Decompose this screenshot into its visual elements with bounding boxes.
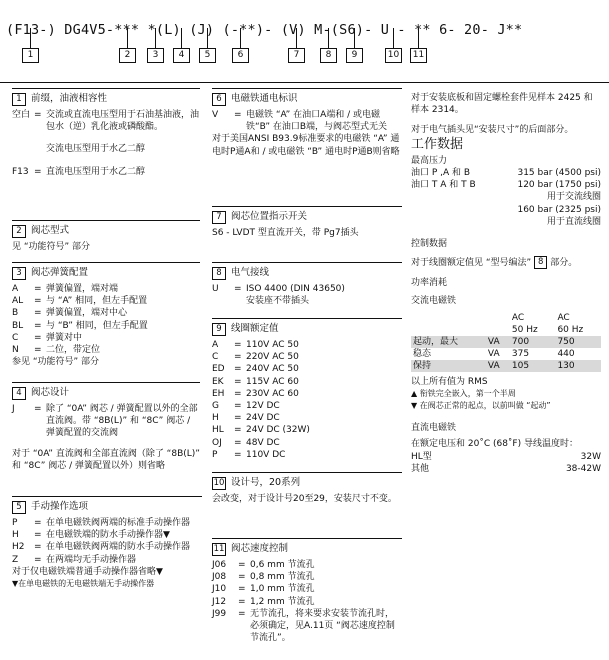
- section-7: 7 阀芯位置指示开关 S6 - LVDT 型直流开关，带 Pg7插头: [212, 206, 402, 239]
- connector-10: [393, 28, 394, 48]
- code-seg-6: (-**)-: [222, 22, 273, 38]
- connector-4: [181, 28, 182, 48]
- code-box-5: 5: [199, 48, 216, 63]
- s1-value: 交流或直流电压型用于石油基油液，油包水（逆）乳化液或磷酸酯。: [46, 110, 200, 133]
- section-9: 9 线圈额定值 A = 110V AC 50 C = 220V AC 50 ED = 240V AC 50 EK = 115V AC 60 EH = 230V AC 60 G = 12V DC H = 24V DC HL = 24V DC (32W) OJ = 48V DC P = 110V DC: [212, 318, 402, 461]
- code-seg-9: (S6)-: [330, 22, 373, 38]
- section-4: 4 阀芯设计 J = 除了 “0A” 阀芯 / 弹簧配置以外的全部直流阀。带 “8B(L)” 和 “8C” 阀芯 / 弹簧配置的交流阀 对于 “0A” 直流阀和全部直流阀（除了 “8B(L)” 和 “8C” 阀芯 / 弹簧配置以外）则省略: [12, 382, 200, 472]
- code-seg-4: *(L): [147, 22, 181, 38]
- max-pressure-title: 最高压力: [411, 155, 448, 166]
- connector-2: [127, 28, 128, 48]
- section-2: 2 阀芯型式 见 “功能符号” 部分: [12, 220, 200, 253]
- code-seg-3: ***: [114, 22, 140, 38]
- section-5: 5 手动操作选项 P = 在单电磁铁阀两端的标准手动操作器 H = 在电磁铁端的防水手动操作器▼ H2 = 在单电磁铁阀两端的防水手动操作器 Z = 在两端均无手动操作器 对于仅电磁铁端普通手动操作器省略▼ ▼在单电磁铁的无电磁铁端无手动操作器: [12, 496, 202, 590]
- control-data-title: 控制数据: [411, 239, 448, 250]
- section-3-title: 阀芯弹簧配置: [31, 267, 89, 279]
- ctrl-box: 8: [534, 256, 547, 269]
- code-seg-8: M-: [314, 22, 331, 38]
- section-2-title: 阀芯型式: [31, 225, 70, 237]
- section-4-title: 阀芯设计: [31, 387, 70, 399]
- header-divider: [0, 82, 609, 83]
- code-seg-7: (V): [280, 22, 306, 38]
- dc-title: 直流电磁铁: [411, 423, 457, 434]
- section-11-title: 阀芯速度控制: [231, 543, 289, 555]
- code-box-4: 4: [173, 48, 190, 63]
- code-seg-14: 20-: [464, 22, 490, 38]
- code-box-6: 6: [232, 48, 249, 63]
- right-column: 对于安装底板和固定螺栓套件见样本 2425 和样本 2314。 对于电气插头见“安装尺寸”的后面部分。 工作数据 最高压力 油口 P ,A 和 B 315 bar (4500 psi) 油口 T A 和 T B 120 bar (1750 psi) 用于交流线圈 160 bar (2325 psi) 用于直流线圈 控制数据 对于线圈额定值见 “型号编法” 8 部分。 功率消耗 交流电磁铁 AC AC 50 Hz 60 Hz 起动，最大 VA 700 750 稳态 VA 375 440 保持 VA 105 130 以上所有值为 RMS ▲ 衔铁完全嵌入，第一个半周 ▼ 在阀芯正常的起点，以前叫做 “起动” 直流电磁铁 在额定电压和 20˚C (68˚F) 导线温度时： HL型 32W 其他 38-42W: [411, 93, 601, 474]
- code-box-3: 3: [147, 48, 164, 63]
- code-seg-12: **: [414, 22, 431, 38]
- connector-7: [296, 28, 297, 48]
- section-10-title: 设计号，20系列: [231, 477, 301, 489]
- code-seg-2: DG4V5-: [64, 22, 115, 38]
- code-box-11: 11: [410, 48, 427, 63]
- ac-title: 交流电磁铁: [411, 296, 457, 307]
- connector-8: [328, 28, 329, 48]
- code-box-2: 2: [119, 48, 136, 63]
- section-9-title: 线圈额定值: [231, 323, 279, 335]
- power-title: 功率消耗: [411, 278, 448, 289]
- section-11: 11 阀芯速度控制 J06 = 0,6 mm 节流孔 J08 = 0,8 mm 节流孔 J10 = 1,0 mm 节流孔 J12 = 1,2 mm 节流孔 J99 = 无节流孔，将来要求安装节流孔时，必须确定，见A.11页 “阀芯速度控制节流孔”。: [212, 538, 402, 644]
- connector-11: [418, 28, 419, 48]
- section-1: 1 前缀，油液相容性 空白 = 交流或直流电压型用于石油基油液，油包水（逆）乳化液或磷酸酯。 交流电压型用于水乙二醇 F13 = 直流电压型用于水乙二醇: [12, 88, 200, 178]
- section-8: 8 电气接线 U = ISO 4400 (DIN 43650) 安装座不带插头: [212, 262, 402, 307]
- plug-note: 对于电气插头见“安装尺寸”的后面部分。: [411, 125, 574, 136]
- code-seg-5: (J): [189, 22, 215, 38]
- section-6: 6 电磁铁通电标识 V = 电磁铁 “A” 在油口A端和 / 或电磁铁“B” 在油口B端，与阀芯型式无关 对于美国ANSI B93.9标准要求的电磁铁 “A” 通电时P通A和 / 或电磁铁 “B” 通电时P通B则省略: [212, 88, 402, 158]
- mounting-note: 对于安装底板和固定螺栓套件见样本 2425 和样本 2314。: [411, 93, 593, 116]
- model-code: [6, 6, 522, 38]
- section-3: 3 阀芯弹簧配置 A = 弹簧偏置，端对端 AL = 与 “A” 相同，但左手配置 B = 弹簧偏置，端对中心 BL = 与 “B” 相同，但左手配置 C = 弹簧对中 N = 二位，带定位 参见 “功能符号” 部分: [12, 262, 200, 368]
- s1-key: 空白: [12, 110, 31, 120]
- connector-9: [354, 28, 355, 48]
- connector-5: [207, 28, 208, 48]
- ac-table: AC AC 50 Hz 60 Hz 起动，最大 VA 700 750 稳态 VA 375 440 保持 VA 105 130: [411, 312, 601, 372]
- code-seg-11: -: [397, 22, 406, 38]
- section-7-title: 阀芯位置指示开关: [231, 211, 308, 223]
- code-seg-13: 6-: [439, 22, 456, 38]
- connector-1: [30, 28, 31, 48]
- code-box-7: 7: [288, 48, 305, 63]
- section-1-number: 1: [12, 93, 26, 106]
- code-seg-1: (F13-): [6, 22, 56, 38]
- working-data-title: 工作数据: [411, 136, 464, 152]
- code-seg-15: J**: [497, 22, 523, 38]
- code-box-8: 8: [320, 48, 337, 63]
- code-seg-10: U: [380, 22, 390, 38]
- section-1-title: 前缀，油液相容性: [31, 93, 108, 105]
- s1-note: 交流电压型用于水乙二醇: [46, 144, 146, 155]
- connector-6: [240, 28, 241, 48]
- section-6-title: 电磁铁通电标识: [231, 93, 298, 105]
- code-box-10: 10: [385, 48, 402, 63]
- code-box-9: 9: [346, 48, 363, 63]
- code-box-1: 1: [22, 48, 39, 63]
- section-8-title: 电气接线: [231, 267, 270, 279]
- connector-3: [155, 28, 156, 48]
- section-5-title: 手动操作选项: [31, 501, 89, 513]
- section-10: 10 设计号，20系列 会改变，对于设计号20至29，安装尺寸不变。: [212, 472, 402, 505]
